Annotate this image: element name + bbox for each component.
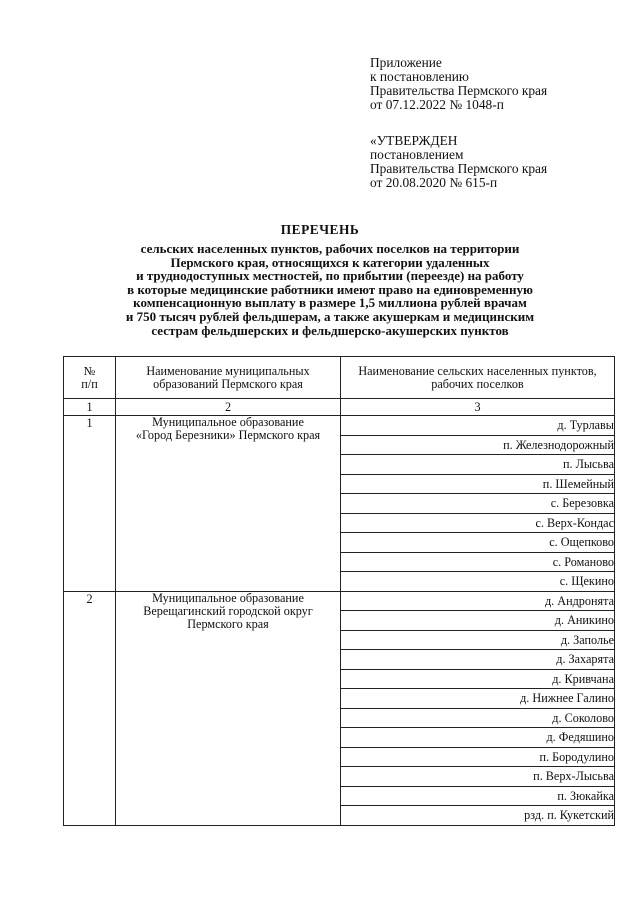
appendix-line: от 07.12.2022 № 1048-п — [370, 97, 504, 112]
column-number-row — [64, 399, 615, 416]
settlement-name: с. Верх-Кондас — [341, 513, 615, 533]
settlement-name: п. Железнодорожный — [341, 435, 615, 455]
settlement-name: п. Зюкайка — [341, 786, 615, 806]
table-row — [64, 416, 615, 436]
column-number: 3 — [341, 399, 615, 416]
header-number-line-2: п/п — [81, 376, 98, 391]
settlement-name: п. Бородулино — [341, 747, 615, 767]
settlement-name: п. Лысьва — [341, 455, 615, 475]
header-number — [64, 357, 116, 399]
subtitle-line: сельских населенных пунктов, рабочих поселков на территории — [140, 241, 520, 256]
settlement-name: д. Андронята — [341, 591, 615, 611]
column-number: 1 — [64, 399, 116, 416]
column-number: 2 — [116, 399, 341, 416]
settlement-name: с. Березовка — [341, 494, 615, 514]
settlement-name: д. Кривчана — [341, 669, 615, 689]
subtitle-line: и 750 тысяч рублей фельдшерам, а также акушеркам и медицинским — [125, 308, 535, 324]
appendix-line: Приложение — [370, 55, 442, 70]
settlement-name: д. Захарята — [341, 650, 615, 670]
document-subtitle — [50, 242, 610, 337]
appendix-line: к постановлению — [370, 69, 469, 84]
row-index: 2 — [64, 591, 116, 825]
settlement-name: д. Турлавы — [341, 416, 615, 436]
header-number-line-1: № — [83, 363, 96, 378]
settlement-name: с. Романово — [341, 552, 615, 572]
settlement-name: д. Заполье — [341, 630, 615, 650]
document-title: ПЕРЕЧЕНЬ — [280, 222, 360, 237]
settlement-name: п. Шемейный — [341, 474, 615, 494]
subtitle-line: сестрам фельдшерских и фельдшерско-акушерских пунктов — [151, 322, 509, 338]
header-municipality — [116, 357, 341, 399]
municipality-name: Муниципальное образование «Город Березники» Пермского края — [116, 416, 341, 592]
settlement-name: п. Верх-Лысьва — [341, 767, 615, 787]
table-row — [64, 591, 615, 611]
subtitle-line: Пермского края, относящихся к категории удаленных — [170, 254, 490, 270]
subtitle-line: компенсационную выплату в размере 1,5 миллиона рублей врачам — [133, 295, 527, 311]
settlement-name: с. Ощепково — [341, 533, 615, 553]
settlement-name: д. Нижнее Галино — [341, 689, 615, 709]
settlements-table — [63, 356, 615, 826]
subtitle-line: и труднодоступных местностей, по прибытии (переезде) на работу — [136, 268, 524, 284]
approved-line: постановлением — [370, 147, 464, 162]
header-settlements-line-1: Наименование сельских населенных пунктов, — [358, 363, 597, 378]
header-settlements-line-2: рабочих поселков — [431, 376, 524, 391]
settlement-name: д. Федяшино — [341, 728, 615, 748]
subtitle-line: в которые медицинские работники имеют право на единовременную — [127, 281, 533, 297]
header-municipality-line-2: образований Пермского края — [153, 376, 303, 391]
appendix-block — [370, 56, 547, 112]
approved-line: «УТВЕРЖДЕН — [370, 133, 458, 148]
settlement-name: д. Соколово — [341, 708, 615, 728]
approved-line: от 20.08.2020 № 615-п — [370, 175, 498, 190]
settlement-name: рзд. п. Кукетский — [341, 806, 615, 826]
settlement-name: д. Аникино — [341, 611, 615, 631]
row-index: 1 — [64, 416, 116, 592]
approved-line: Правительства Пермского края — [370, 161, 548, 176]
approved-block — [370, 134, 547, 190]
settlement-name: с. Щекино — [341, 572, 615, 592]
header-municipality-line-1: Наименование муниципальных — [146, 363, 310, 378]
header-settlements — [341, 357, 615, 399]
appendix-line: Правительства Пермского края — [370, 83, 548, 98]
municipality-name: Муниципальное образование Верещагинский городской округ Пермского края — [116, 591, 341, 825]
table-header-row — [64, 357, 615, 399]
